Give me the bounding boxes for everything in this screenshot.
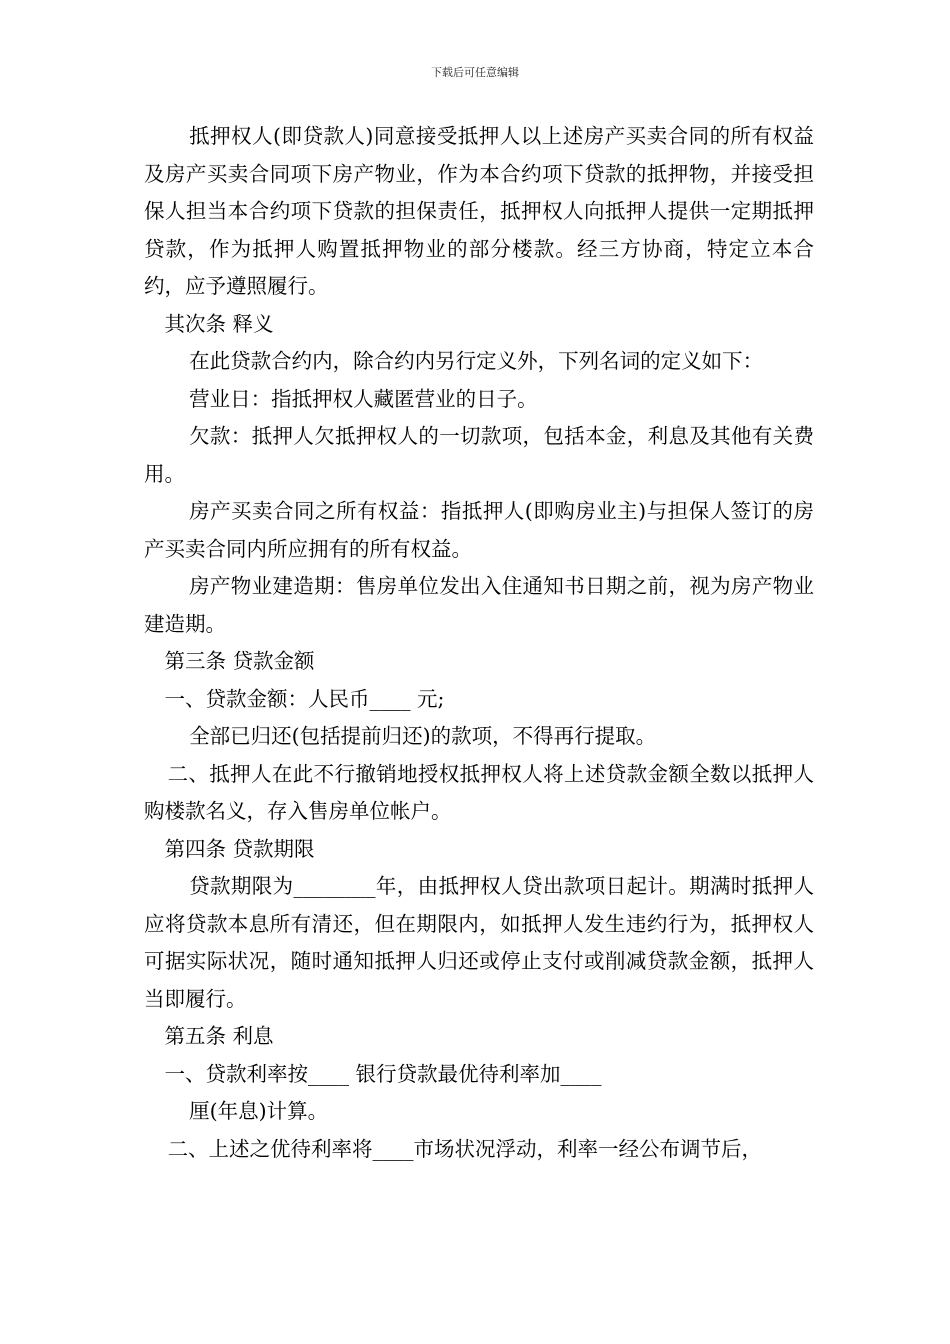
paragraph-authorization: 二、抵押人在此不行撤销地授权抵押权人将上述贷款金额全数以抵押人购楼款名义，存入售房单位帐户。: [144, 761, 814, 823]
article-3-heading: 第三条 贷款金额: [164, 649, 315, 673]
article-5-heading: 第五条 利息: [164, 1024, 274, 1048]
paragraph-repaid-funds: 全部已归还(包括提前归还)的款项，不得再行提取。: [189, 724, 657, 748]
paragraph-loan-amount: 一、贷款金额：人民币____ 元;: [164, 686, 445, 711]
page-header: 下载后可任意编辑: [431, 66, 519, 79]
article-2-heading: 其次条 释义: [164, 311, 274, 336]
paragraph-debt: 欠款：抵押人欠抵押权人的一切款项，包括本金，利息及其他有关费用。: [144, 424, 814, 486]
paragraph-rate-adjustment: 二、上述之优待利率将____市场状况浮动，利率一经公布调节后，: [167, 1136, 763, 1161]
paragraph-business-day: 营业日：指抵押权人藏匿营业的日子。: [189, 386, 538, 411]
paragraph-interest-calc: 厘(年息)计算。: [189, 1099, 329, 1123]
document-body: [144, 118, 814, 1168]
paragraph-loan-term: 贷款期限为________年，由抵押权人贷出款项日起计。期满时抵押人应将贷款本息所有清还，但在期限内，如抵押人发生违约行为，抵押权人可据实际状况，随时通知抵押人归还或停止支付或削减贷款金额，抵押人当即履行。: [144, 874, 814, 1011]
paragraph-contract-rights: 房产买卖合同之所有权益：指抵押人(即购房业主)与担保人签订的房产买卖合同内所应拥有的所有权益。: [144, 499, 814, 561]
article-4-heading: 第四条 贷款期限: [164, 836, 315, 861]
paragraph-preamble: 抵押权人(即贷款人)同意接受抵押人以上述房产买卖合同的所有权益及房产买卖合同项下房产物业，作为本合约项下贷款的抵押物，并接受担保人担当本合约项下贷款的担保责任，抵押权人向抵押人提供一定期抵押贷款，作为抵押人购置抵押物业的部分楼款。经三方协商，特定立本合约，应予遵照履行。: [144, 124, 814, 298]
paragraph-construction-period: 房产物业建造期：售房单位发出入住通知书日期之前，视为房产物业建造期。: [144, 574, 814, 636]
paragraph-definitions-intro: 在此贷款合约内，除合约内另行定义外，下列名词的定义如下：: [189, 349, 764, 373]
paragraph-interest-rate: 一、贷款利率按____ 银行贷款最优待利率加____: [164, 1061, 602, 1086]
